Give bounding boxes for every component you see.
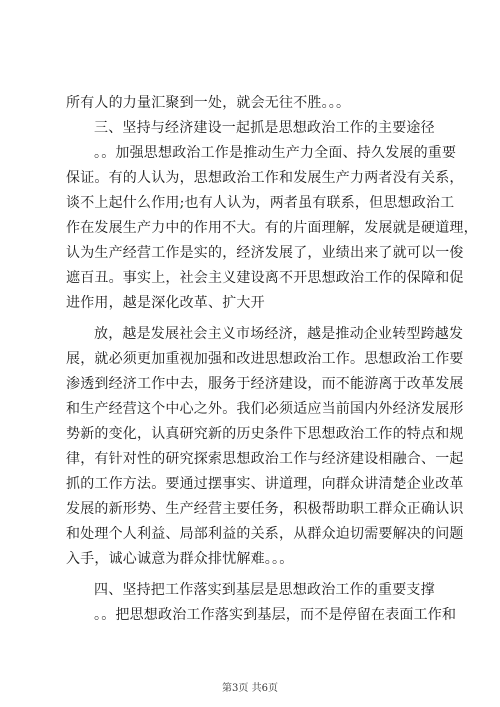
section-heading-4: 四、坚持把工作落实到基层是思想政治工作的重要支撑 (94, 582, 435, 598)
paragraph-line: 认为生产经营工作是实的，经济发展了，业绩出来了就可以一俊 (66, 245, 464, 261)
paragraph-line: 和生产经营这个中心之外。我们必须适应当前国内外经济发展形 (66, 401, 464, 417)
paragraph-line: 发展的新形势、生产经营主要任务，积极帮助职工群众正确认识 (66, 501, 464, 517)
paragraph-line: 作在发展生产力中的作用不大。有的片面理解，发展就是硬道理， (66, 220, 478, 236)
section-heading-3: 三、坚持与经济建设一起抓是思想政治工作的主要途径 (94, 120, 435, 136)
paragraph-line: 律，有针对性的研究探索思想政治工作与经济建设相融合、一起 (66, 451, 464, 467)
document-body (66, 91, 478, 628)
paragraph-line: 所有人的力量汇聚到一处，就会无往不胜。。。 (66, 95, 351, 111)
page-number: 第3页 共6页 (222, 683, 278, 694)
paragraph-line: 遮百丑。事实上，社会主义建设离不开思想政治工作的保障和促 (66, 270, 464, 286)
paragraph-line: 抓的工作方法。要通过摆事实、讲道理，向群众讲清楚企业改革 (66, 476, 464, 492)
paragraph-line: 谈不上起什么作用;也有人认为，两者虽有联系，但思想政治工 (66, 195, 455, 211)
paragraph-line: 。。把思想政治工作落实到基层，而不是停留在表面工作和 (94, 607, 457, 623)
paragraph-line: 放，越是发展社会主义市场经济，越是推动企业转型跨越发 (94, 326, 464, 342)
paragraph-line: 势新的变化，认真研究新的历史条件下思想政治工作的特点和规 (66, 426, 464, 442)
paragraph-line: 保证。有的人认为，思想政治工作和发展生产力两者没有关系， (66, 170, 464, 186)
paragraph-line: 入手，诚心诚意为群众排忧解难。。。 (66, 551, 294, 567)
paragraph-line: 进作用，越是深化改革、扩大开 (66, 295, 265, 311)
paragraph-line: 和处理个人利益、局部利益的关系，从群众迫切需要解决的问题 (66, 526, 464, 542)
paragraph-line: 展，就必须更加重视加强和改进思想政治工作。思想政治工作要 (66, 351, 464, 367)
paragraph-line: 渗透到经济工作中去，服务于经济建设，而不能游离于改革发展 (66, 376, 464, 392)
paragraph-line: 。。加强思想政治工作是推动生产力全面、持久发展的重要 (94, 145, 457, 161)
